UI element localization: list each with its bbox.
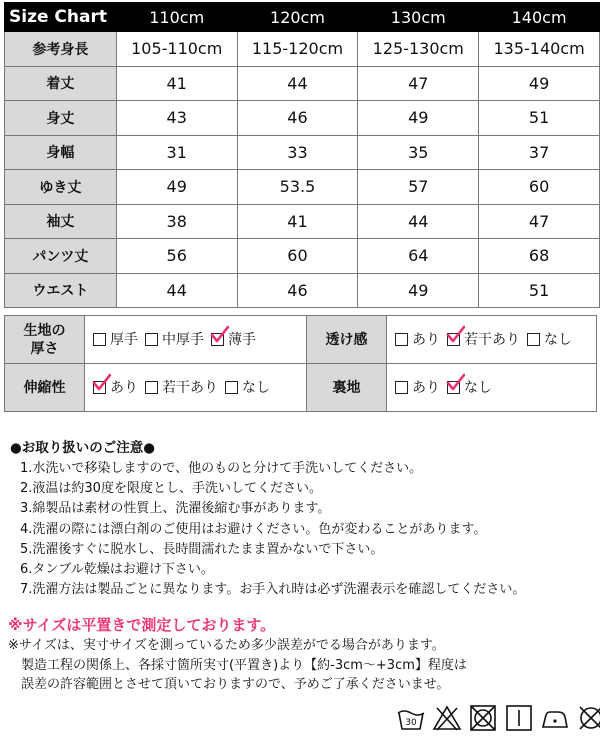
care-item: 6.タンブル乾燥はお避け下さい。 [20, 562, 214, 578]
size-col-header: 110cm [116, 3, 237, 32]
line-dry-icon [504, 703, 534, 733]
size-row-label: 参考身長 [5, 32, 117, 67]
lining-option-label: あり [412, 380, 440, 397]
care-item: 4.洗濯の際には漂白剤のご使用はお避けください。色が変わることがあります。 [20, 521, 487, 537]
size-cell: 60 [237, 239, 358, 274]
measurement-notes [8, 614, 596, 695]
size-row [5, 170, 600, 205]
size-cell: 135-140cm [479, 32, 600, 67]
size-row [5, 239, 600, 274]
size-cell: 105-110cm [116, 32, 237, 67]
thickness-option-label: 薄手 [228, 332, 256, 349]
size-cell: 64 [358, 239, 479, 274]
size-cell: 44 [116, 273, 237, 308]
size-cell: 35 [358, 135, 479, 170]
measurement-note: 製造工程の関係上、各採寸箇所実寸(平置き)より【約-3cm〜+3cm】程度は [21, 657, 467, 673]
lining-option-label: なし [464, 380, 492, 397]
size-row-label: 身幅 [5, 135, 117, 170]
size-row [5, 66, 600, 101]
checkbox-icon[interactable] [527, 333, 540, 346]
thickness-label-line: 厚さ [30, 340, 59, 357]
size-cell: 38 [116, 204, 237, 239]
size-cell: 60 [479, 170, 600, 205]
stretch-label: 伸縮性 [5, 364, 85, 412]
stretch-option[interactable] [225, 377, 270, 397]
stretch-option[interactable] [93, 377, 138, 397]
size-chart-table [4, 2, 600, 308]
stretch-option-label: なし [242, 380, 270, 397]
size-col-header: 130cm [358, 3, 479, 32]
size-cell: 57 [358, 170, 479, 205]
care-item: 5.洗濯後すぐに脱水し、長時間濡れたまま置かないで下さい。 [20, 541, 384, 557]
size-row [5, 204, 600, 239]
no-dry-clean-icon [576, 703, 600, 733]
checkbox-icon[interactable] [225, 381, 238, 394]
care-item: 1.水洗いで移染しますので、他のものと分けて手洗いしてください。 [20, 461, 423, 476]
size-cell: 49 [358, 273, 479, 308]
care-notes [10, 436, 595, 600]
size-row-label: ウエスト [5, 273, 117, 308]
stretch-options [85, 364, 307, 412]
checkbox-checked-icon[interactable] [447, 381, 460, 394]
size-col-header: 140cm [479, 3, 600, 32]
size-row-label: 身丈 [5, 101, 117, 136]
size-cell: 43 [116, 101, 237, 136]
lining-option[interactable] [395, 377, 440, 397]
size-cell: 41 [116, 66, 237, 101]
measurement-note: 誤差の許容範囲とさせて頂いておりますので、予めご了承くださいませ。 [21, 677, 450, 692]
stretch-option-label: 若干あり [162, 380, 218, 397]
lining-option[interactable] [447, 377, 492, 397]
checkbox-icon[interactable] [93, 333, 106, 346]
size-cell: 56 [116, 239, 237, 274]
size-cell: 49 [479, 66, 600, 101]
size-cell: 49 [116, 170, 237, 205]
care-item: 3.綿製品は素材の性質上、洗濯後縮む事があります。 [20, 501, 331, 517]
size-cell: 44 [358, 204, 479, 239]
checkbox-icon[interactable] [145, 381, 158, 394]
size-row-label: ゆき丈 [5, 170, 117, 205]
size-chart-title: Size Chart [5, 3, 117, 32]
size-cell: 31 [116, 135, 237, 170]
size-cell: 125-130cm [358, 32, 479, 67]
sheerness-options [387, 316, 597, 364]
sheerness-option-label: あり [412, 332, 440, 349]
size-cell: 51 [479, 273, 600, 308]
sheerness-option[interactable] [395, 329, 440, 349]
wash-temp-label: 30 [405, 718, 417, 728]
thickness-label-line: 生地の [23, 322, 66, 339]
thickness-option[interactable] [93, 329, 138, 349]
size-cell: 49 [358, 101, 479, 136]
thickness-label [5, 316, 85, 364]
care-heading: ●お取り扱いのご注意● [10, 440, 156, 456]
iron-low-icon [540, 703, 570, 733]
sheerness-option[interactable] [447, 329, 520, 349]
size-cell: 68 [479, 239, 600, 274]
care-list [10, 459, 595, 600]
measurement-note: ※サイズは、実寸サイズを測っているため多少誤差がでる場合があります。 [8, 638, 445, 653]
size-cell: 115-120cm [237, 32, 358, 67]
lining-options [387, 364, 597, 412]
sheerness-option-label: なし [544, 332, 572, 349]
size-cell: 46 [237, 101, 358, 136]
size-cell: 46 [237, 273, 358, 308]
thickness-options [85, 316, 307, 364]
hand-wash-30-icon [396, 703, 426, 733]
checkbox-checked-icon[interactable] [93, 381, 106, 394]
no-bleach-icon [432, 703, 462, 733]
size-header-row [5, 3, 600, 32]
size-row-label: 袖丈 [5, 204, 117, 239]
care-item: 7.洗濯方法は製品ごとに異なります。お手入れ時は必ず洗濯表示を確認してください。 [20, 582, 526, 598]
size-cell: 53.5 [237, 170, 358, 205]
size-cell: 47 [358, 66, 479, 101]
checkbox-icon[interactable] [395, 381, 408, 394]
fabric-properties-table [4, 315, 597, 412]
sheerness-option[interactable] [527, 329, 572, 349]
size-col-header: 120cm [237, 3, 358, 32]
size-row-label: 着丈 [5, 66, 117, 101]
sheerness-label: 透け感 [307, 316, 387, 364]
care-item: 2.液温は約30度を限度とし、手洗いしてください。 [20, 481, 322, 497]
size-cell: 41 [237, 204, 358, 239]
size-row [5, 101, 600, 136]
size-cell: 33 [237, 135, 358, 170]
stretch-option-label: あり [110, 380, 138, 397]
checkbox-icon[interactable] [145, 333, 158, 346]
stretch-option[interactable] [145, 377, 218, 397]
size-row [5, 135, 600, 170]
fabric-row [5, 316, 597, 364]
checkbox-icon[interactable] [395, 333, 408, 346]
thickness-option[interactable] [145, 329, 204, 349]
size-row-label: パンツ丈 [5, 239, 117, 274]
size-cell: 37 [479, 135, 600, 170]
lining-label: 裏地 [307, 364, 387, 412]
laundry-icons [396, 703, 600, 733]
thickness-option-label: 中厚手 [162, 332, 204, 349]
no-tumble-dry-icon [468, 703, 498, 733]
measurement-red-note: ※サイズは平置きで測定しております。 [8, 616, 276, 634]
thickness-option[interactable] [211, 329, 256, 349]
sheerness-option-label: 若干あり [464, 332, 520, 349]
size-row [5, 32, 600, 67]
checkbox-checked-icon[interactable] [211, 333, 224, 346]
size-cell: 47 [479, 204, 600, 239]
thickness-option-label: 厚手 [110, 332, 138, 349]
checkbox-checked-icon[interactable] [447, 333, 460, 346]
fabric-row [5, 364, 597, 412]
size-cell: 44 [237, 66, 358, 101]
size-cell: 51 [479, 101, 600, 136]
size-row [5, 273, 600, 308]
